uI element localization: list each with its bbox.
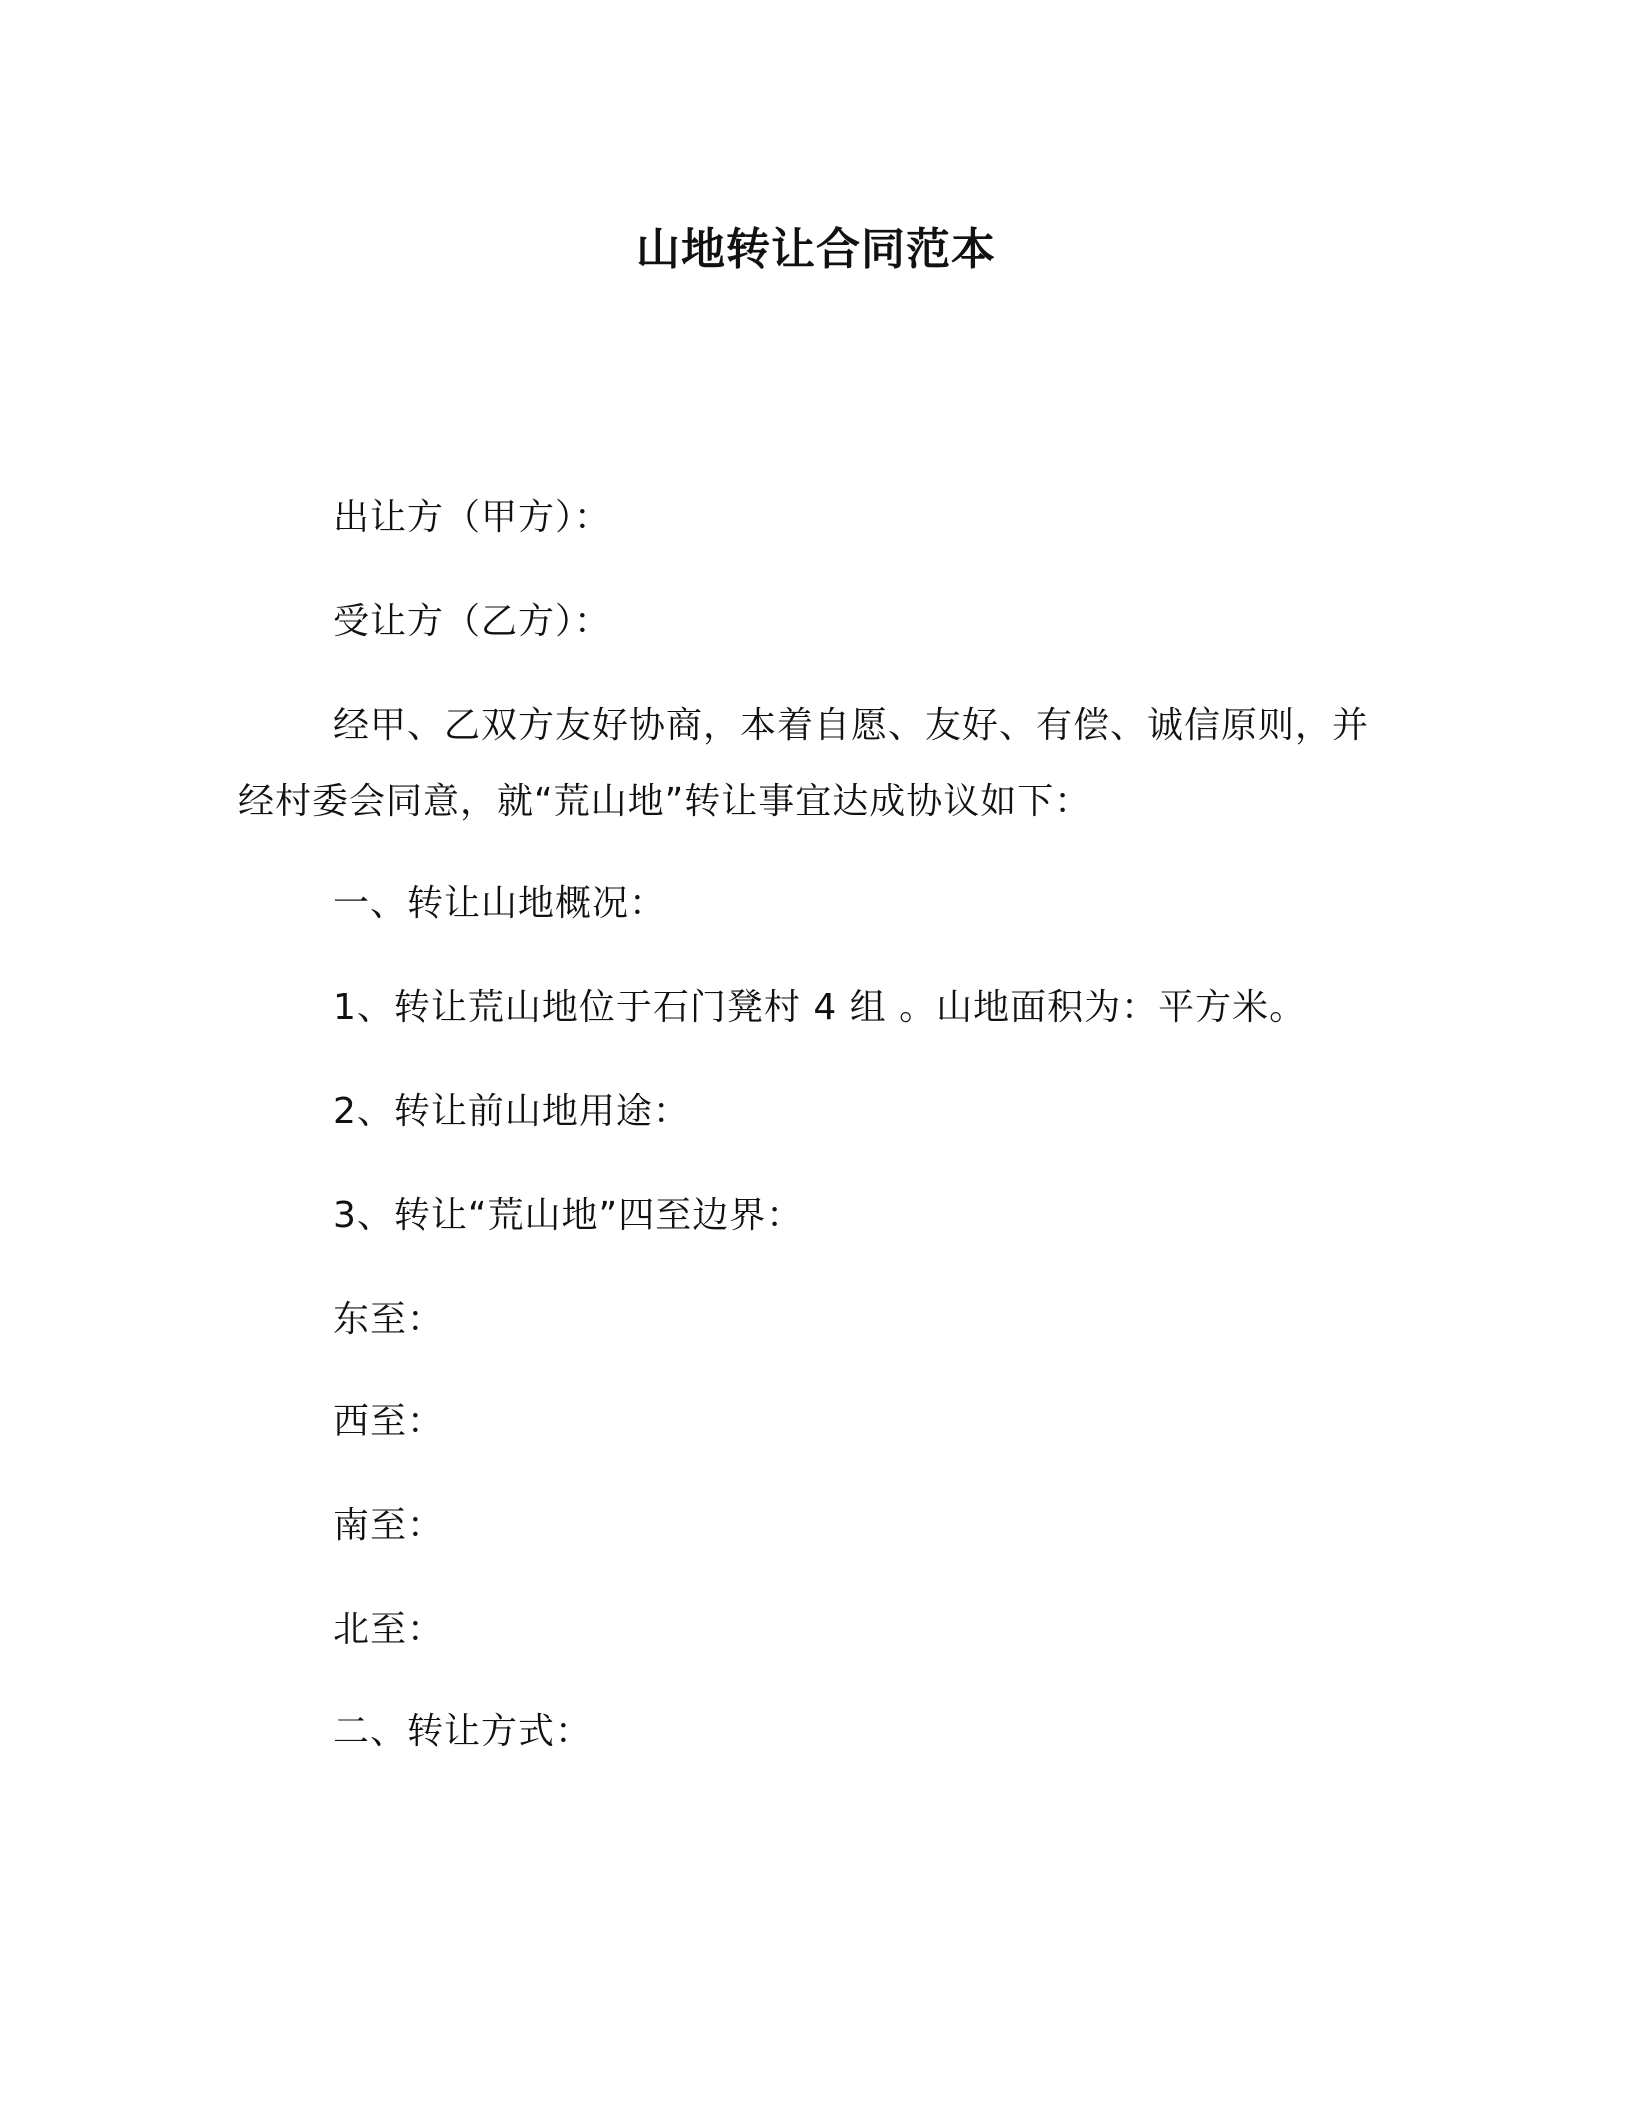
boundary-north: 北至： — [333, 1609, 445, 1650]
clause-1-2: 2、转让前山地用途： — [333, 1091, 690, 1132]
party-b-line: 受让方（乙方）： — [333, 601, 612, 642]
preamble-line-1: 经甲、乙双方友好协商，本着自愿、友好、有偿、诚信原则，并 — [333, 705, 1370, 746]
clause-1-3: 3、转让“荒山地”四至边界： — [333, 1195, 804, 1236]
clause-1-1: 1、转让荒山地位于石门凳村 4 组 。山地面积为：平方米。 — [333, 987, 1307, 1028]
document-title: 山地转让合同范本 — [636, 224, 996, 275]
preamble-line-2: 经村委会同意，就“荒山地”转让事宜达成协议如下： — [238, 781, 1092, 822]
section-2-heading: 二、转让方式： — [333, 1711, 593, 1752]
boundary-east: 东至： — [333, 1299, 445, 1340]
boundary-west: 西至： — [333, 1401, 445, 1442]
section-1-heading: 一、转让山地概况： — [333, 883, 667, 924]
boundary-south: 南至： — [333, 1505, 445, 1546]
party-a-line: 出让方（甲方）： — [333, 497, 612, 538]
